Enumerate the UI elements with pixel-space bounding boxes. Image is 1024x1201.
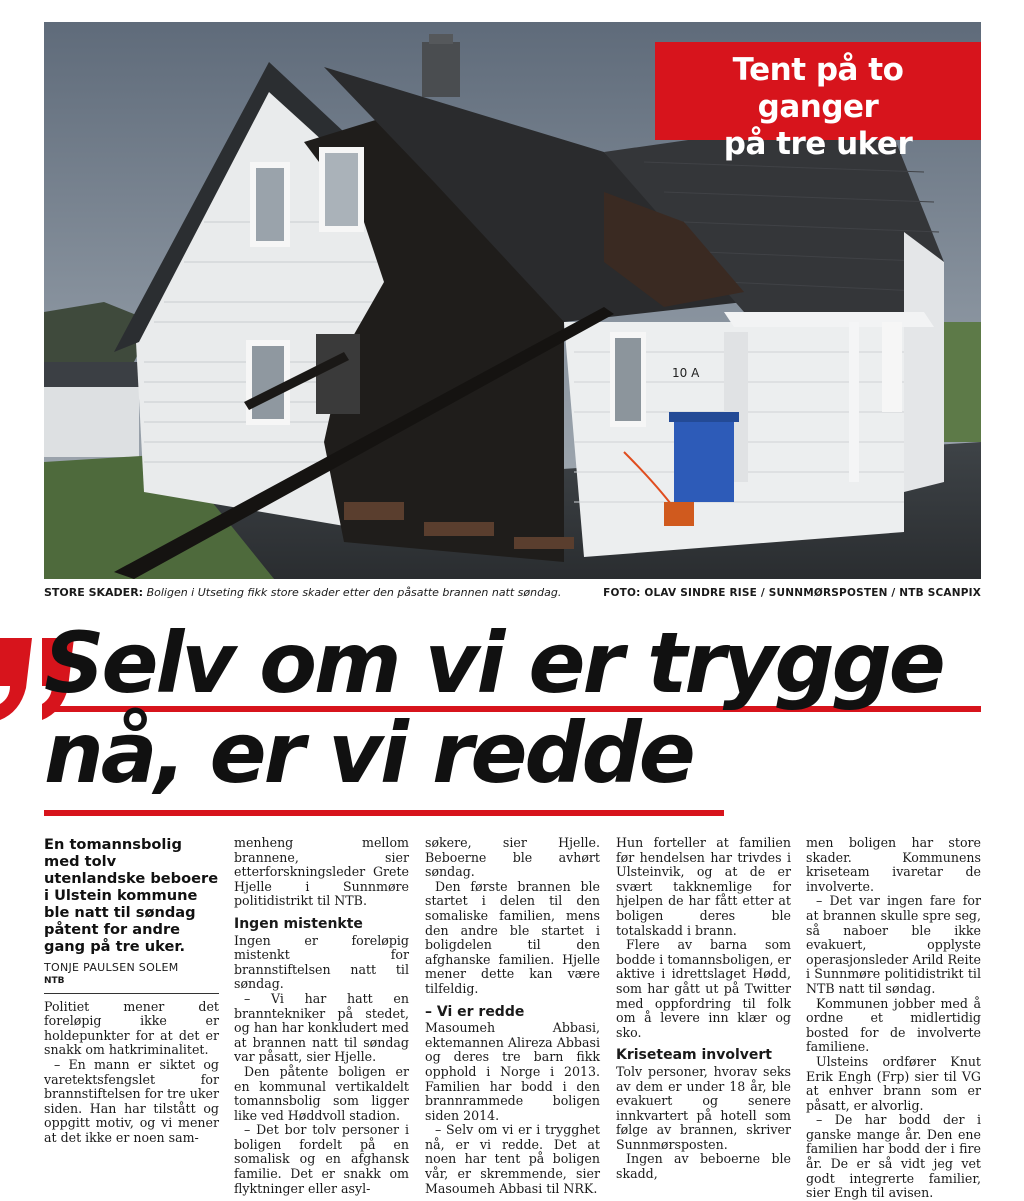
paragraph: – Selv om vi er i trygghet nå, er vi redde. Det at noen har tent på boligen vår, er skremmende, sier Masoumeh Abbasi til NRK.	[425, 1122, 600, 1196]
byline-org: NTB	[44, 974, 219, 994]
article-photo	[44, 22, 981, 579]
promo-line-2: på tre uker	[723, 126, 913, 162]
paragraph: Tolv personer, hvorav seks av dem er under 18 år, ble evakuert og senere innkvartert på hotell som følge av brannen, skriver Sunnmørsposten.	[616, 1063, 791, 1152]
subheading: Kriseteam involvert	[616, 1047, 773, 1064]
paragraph: men boligen har store skader. Kommunens kriseteam ivaretar de involverte.	[806, 835, 981, 894]
paragraph: – Det var ingen fare for at brannen skulle spre seg, så naboer ble ikke evakuert, opplyste operasjonsleder Arild Reite i Sunnmøre politidistrikt til NTB natt til søndag.	[806, 893, 981, 996]
column-4	[616, 836, 791, 1182]
caption-text: Boligen i Utseting fikk store skader etter den påsatte brannen natt søndag.	[146, 586, 562, 599]
photo-credit: FOTO: OLAV SINDRE RISE / SUNNMØRSPOSTEN / NTB SCANPIX	[603, 587, 981, 599]
paragraph: Ingen av beboerne ble skadd,	[616, 1151, 791, 1182]
paragraph: Den første brannen ble startet i delen til den somaliske familien, mens den andre ble startet i boligdelen til den afghanske familien. Hjelle mener dette kan være tilfeldig.	[425, 878, 600, 996]
photo-caption	[44, 584, 981, 604]
column-5	[806, 836, 981, 1201]
paragraph: Flere av barna som bodde i tomannsboligen, er aktive i idrettslaget Hødd, som har gått ut på Twitter med oppfordring til folk om å levere inn klær og sko.	[616, 937, 791, 1040]
paragraph: Den påtente boligen er en kommunal vertikaldelt tomannsbolig som ligger like ved Høddvoll stadion.	[234, 1063, 409, 1123]
byline: TONJE PAULSEN SOLEM	[44, 961, 179, 974]
paragraph: menheng mellom brannene, sier etterforskningsleder Grete Hjelle i Sunnmøre politidistrikt til NTB.	[234, 835, 409, 909]
headline-underline-2	[44, 810, 724, 816]
house-number: 10 A	[672, 366, 700, 380]
subheading: – Vi er redde	[425, 1003, 525, 1020]
paragraph: Masoumeh Abbasi, ektemannen Alireza Abbasi og deres tre barn fikk opphold i Norge i 2013. Familien har bodd i den brannrammede boligen siden 2014.	[425, 1020, 600, 1123]
subheading: Ingen mistenkte	[234, 915, 363, 932]
paragraph: Politiet mener det foreløpig ikke er holdepunkter for at det er snakk om hatkriminalitet.	[44, 998, 219, 1058]
paragraph: søkere, sier Hjelle. Beboerne ble avhørt søndag.	[425, 835, 600, 880]
paragraph: Kommunen jobber med å ordne et midlertidig bosted for de involverte familiene.	[806, 995, 981, 1055]
column-2	[234, 836, 409, 1196]
headline-line-2: nå, er vi redde	[44, 704, 693, 802]
promo-box	[655, 42, 981, 162]
paragraph: – Vi har hatt en branntekniker på stedet, og han har konkludert med at brannen natt til søndag var påsatt, sier Hjelle.	[234, 990, 409, 1065]
headline	[44, 614, 1004, 802]
column-1	[44, 836, 219, 1146]
promo-line-1: Tent på to ganger	[732, 52, 904, 125]
paragraph: – Det bor tolv personer i boligen fordelt på en somalisk og en afghansk familie. Det er snakk om flyktninger eller asyl-	[234, 1122, 409, 1196]
headline-line-1: Selv om vi er trygge	[44, 614, 943, 712]
caption-label: STORE SKADER:	[44, 586, 144, 599]
column-3	[425, 836, 600, 1196]
paragraph: – En mann er siktet og varetektsfengslet for brannstiftelsen for tre uker siden. Han har tilstått og oppgitt motiv, og vi mener at det ikke er noen sam-	[44, 1056, 219, 1145]
paragraph: Hun forteller at familien før hendelsen har trivdes i Ulsteinvik, og at de er svært takknemlige for hjelpen de har fått etter at boligen deres ble totalskadd i brann.	[616, 835, 791, 938]
article-body	[44, 835, 981, 1201]
paragraph: Ingen er foreløpig mistenkt for brannstiftelsen natt til søndag.	[234, 932, 409, 992]
paragraph: – De har bodd der i ganske mange år. Den ene familien har bodd der i fire år. De er så vidt jeg vet godt integrerte familier, sier Engh til avisen.	[806, 1112, 981, 1201]
paragraph: Ulsteins ordfører Knut Erik Engh (Frp) sier til VG at enhver brann som er påsatt, er alvorlig.	[806, 1053, 981, 1113]
article-intro: En tomannsbolig med tolv utenlandske beboere i Ulstein kommune ble natt til søndag påtent for andre gang på tre uker.	[44, 836, 219, 955]
